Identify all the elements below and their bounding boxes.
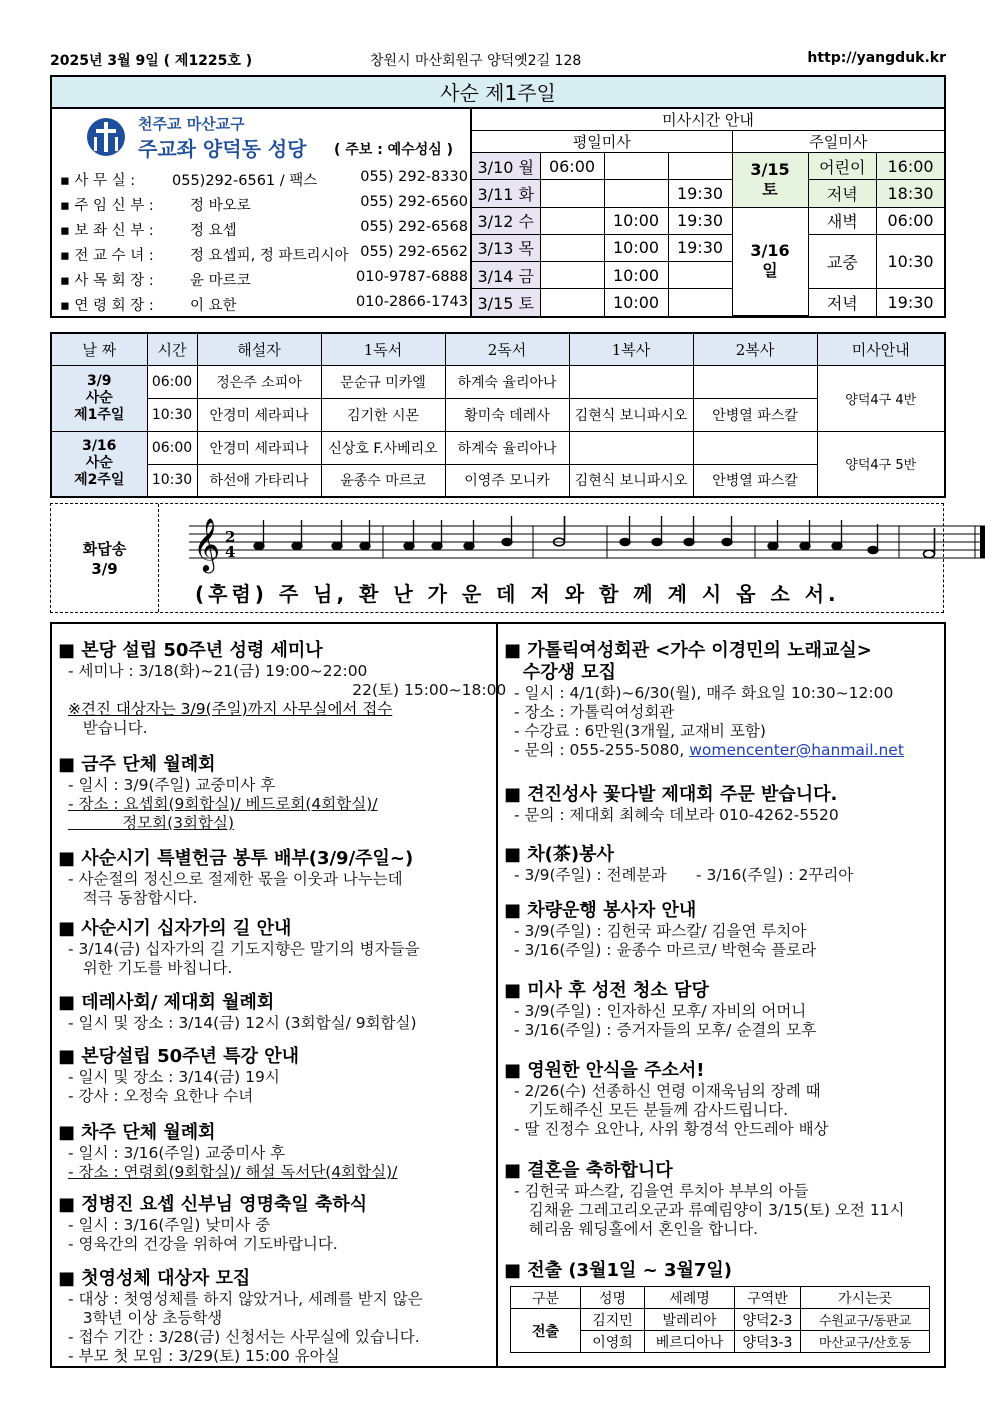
mass-times-table: 미사시간 안내 평일미사 주일미사 3/10 월 06:00 3/15 토 어린이 16:00 3/11 화 19:30 저녁 18:30 3/12 수 10:00 19:30 3/16 일 새벽 06:00 3/13 목 10:00 19:30 교중 10:30 3/14 금 10:00 3/15 토 10:00 저녁 19:30 — [472, 109, 944, 316]
mass-times-title: 미사시간 안내 — [472, 109, 944, 131]
schedule-date: 3/9 사순 제1주일 — [51, 365, 147, 431]
music-staff-icon — [189, 512, 989, 574]
table-row: 이영희 베르디아나 양덕3-3 마산교구/산호동 — [511, 1331, 930, 1353]
announcement: ■ 차(茶)봉사 - 3/9(주일) : 전례분과 - 3/16(주일) : 2꾸리아 — [504, 844, 854, 884]
psalm-label: 화답송 3/9 — [51, 504, 159, 612]
email-link[interactable]: womencenter@hanmail.net — [689, 741, 904, 759]
contact-row: ▪ 연 령 회 장 : 이 요한 010-2866-1743 — [60, 294, 468, 314]
table-row: 3/16 사순 제2주일 06:00 안경미 세라피나 신상호 F.사베리오 하계숙 율리아나 양덕4구 5반 — [51, 431, 945, 464]
announcement: ■ 영원한 안식을 주소서! - 2/26(수) 선종하신 연령 이재욱님의 장례 때 기도해주신 모든 분들께 감사드립니다. - 딸 진정수 요안나, 사위 황경석 안드레아 배상 — [504, 1060, 829, 1138]
issue-line — [50, 50, 946, 70]
announcement: ■ 첫영성체 대상자 모집 - 대상 : 첫영성체를 하지 않았거나, 세례를 받지 않은 3학년 이상 초등학생 - 접수 기간 : 3/28(금) 신청서는 사무실에 있습니다. - 부모 첫 모임 : 3/29(토) 15:00 유아실 — [58, 1268, 423, 1365]
svg-text:2: 2 — [225, 528, 236, 546]
mass-times — [472, 109, 944, 316]
table-row: 3/9 사순 제1주일 06:00 정은주 소피아 문순규 미카엘 하계숙 율리아나 양덕4구 4반 — [51, 365, 945, 398]
announcement: ■ 차주 단체 월례회 - 일시 : 3/16(주일) 교중미사 후 - 장소 : 연령회(9회합실)/ 해설 독서단(4회합실)/ — [58, 1122, 398, 1181]
table-row: 10:30 안경미 세라피나 김기한 시몬 황미숙 데레사 김현식 보니파시오 안병열 파스칼 — [51, 398, 945, 431]
parish-name: 주교좌 양덕동 성당 — [138, 137, 307, 161]
announcement: ■ 결혼을 축하합니다 - 김헌국 파스칼, 김을연 루치아 부부의 아들 김채윤 그레고리오군과 류예림양이 3/15(토) 오전 11시 헤리움 웨딩홀에서 혼인을 합니다. — [504, 1160, 905, 1238]
liturgy-schedule-table: 날 짜 시간 해설자 1독서 2독서 1복사 2복사 미사안내 3/9 사순 제1주일 06:00 정은주 소피아 문순규 미카엘 하계숙 율리아나 양덕4구 4반 10:30 안경미 세라피나 김기한 시몬 황미숙 데레사 김현식 보니파시오 안병열 파스칼 3/16 사순 제2주일 06:00 안경미 세라피나 신상호 F.사베리오 하계숙 율리아나 양덕4구 5반 10:30 하선애 가타리나 윤종수 마르코 이영주 모니카 김현식 보니파시오 안병열 파스칼 — [50, 332, 946, 498]
announcement: ■ 미사 후 성전 청소 담당 - 3/9(주일) : 인자하신 모후/ 자비의 어머니 - 3/16(주일) : 증거자들의 모후/ 순결의 모후 — [504, 980, 817, 1039]
issue-date: 2025년 3월 9일 ( 제1225호 ) — [50, 53, 253, 69]
weekday-mass-title: 평일미사 — [472, 131, 732, 153]
announcement: ■ 정병진 요셉 신부님 영명축일 축하식 - 일시 : 3/16(주일) 낮미사 중 - 영육간의 건강을 위하여 기도바랍니다. — [58, 1194, 368, 1253]
transfer-table: 구분 성명 세례명 구역반 가시는곳 전출 김지민 발레리아 양덕2-3 수원교구/동판교 이영희 베르디아나 양덕3-3 마산교구/산호동 — [510, 1286, 930, 1353]
patron-saint: ( 주보 : 예수성심 ) — [334, 142, 454, 158]
psalm-lyrics: (후렴) 주 님, 환 난 가 운 데 저 와 함 께 계 시 옵 소 서. — [195, 582, 840, 606]
column-divider — [496, 624, 498, 1366]
table-row: 전출 김지민 발레리아 양덕2-3 수원교구/동판교 — [511, 1309, 930, 1331]
announcement-transfer: ■ 전출 (3월1일 ~ 3월7일) 구분 성명 세례명 구역반 가시는곳 전출 김지민 발레리아 양덕2-3 수원교구/동판교 이영희 베르디아나 양덕3-3 마산교구/산호동 — [504, 1260, 942, 1353]
svg-text:4: 4 — [225, 543, 236, 561]
announcement: ■ 사순시기 특별헌금 봉투 배부(3/9/주일~) - 사순절의 정신으로 절제한 몫을 이웃과 나누는데 적극 동참합시다. — [58, 848, 414, 907]
saturday-label: 3/15 토 — [732, 153, 808, 208]
contact-row: ▪ 보 좌 신 부 : 정 요셉 055) 292-6568 — [60, 219, 468, 239]
announcement: ■ 견진성사 꽃다발 제대회 주문 받습니다. - 문의 : 제대회 최혜숙 데보라 010-4262-5520 — [504, 784, 839, 824]
parish-logo-icon — [86, 117, 126, 157]
announcement: ■ 사순시기 십자가의 길 안내 - 3/14(금) 십자가의 길 기도지향은 말기의 병자들을 위한 기도를 바칩니다. — [58, 918, 420, 977]
responsorial-psalm — [50, 503, 944, 613]
contact-row: ▪ 사 목 회 장 : 윤 마르코 010-9787-6888 — [60, 269, 468, 289]
sunday-label: 3/16 일 — [732, 207, 808, 316]
svg-text:𝄞: 𝄞 — [193, 517, 221, 571]
week-title: 사순 제1주일 — [52, 77, 944, 109]
schedule-date: 3/16 사순 제2주일 — [51, 431, 147, 497]
announcement: ■ 차량운행 봉사자 안내 - 3/9(주일) : 김헌국 파스칼/ 김을연 루치아 - 3/16(주일) : 윤종수 마르코/ 박현숙 플로라 — [504, 900, 817, 959]
liturgy-schedule — [50, 332, 946, 498]
contact-row: ▪ 전 교 수 녀 : 정 요셉피, 정 파트리시아 055) 292-6562 — [60, 244, 468, 264]
contact-row: ▪ 사 무 실 : 055)292-6561 / 팩스 055) 292-8330 — [60, 169, 468, 189]
announcement: ■ 본당설립 50주년 특강 안내 - 일시 및 장소 : 3/14(금) 19시 - 강사 : 오정숙 요한나 수녀 — [58, 1046, 300, 1105]
table-row: 10:30 하선애 가타리나 윤종수 마르코 이영주 모니카 김현식 보니파시오 안병열 파스칼 — [51, 464, 945, 497]
parish-address: 창원시 마산회원구 양덕옛2길 128 — [370, 53, 582, 69]
sunday-mass-title: 주일미사 — [732, 131, 944, 153]
parish-info — [52, 109, 472, 316]
announcement: ■ 데레사회/ 제대회 월례회 - 일시 및 장소 : 3/14(금) 12시 (3회합실/ 9회합실) — [58, 992, 417, 1032]
contact-row: ▪ 주 임 신 부 : 정 바오로 055) 292-6560 — [60, 194, 468, 214]
announcement: ■ 금주 단체 월례회 - 일시 : 3/9(주일) 교중미사 후 - 장소 : 요셉회(9회합실)/ 베드로회(4회합실)/ 정모회(3회합실) — [58, 754, 378, 832]
header-box — [50, 75, 946, 318]
announcement: ■ 가톨릭여성회관 <가수 이경민의 노래교실> 수강생 모집 - 일시 : 4/1(화)~6/30(월), 매주 화요일 10:30~12:00 - 장소 : 가톨릭여성회관 - 수강료 : 6만원(3개월, 교재비 포함) - 문의 : 055-255-5080, womencenter@hanmail.net — [504, 640, 904, 759]
diocese-name: 천주교 마산교구 — [138, 115, 245, 133]
announcements — [50, 622, 946, 1368]
announcement: ■ 본당 설립 50주년 성령 세미나 - 세미나 : 3/18(화)~21(금) 19:00~22:00 22(토) 15:00~18:00 ※견진 대상자는 3/9(주일)까지 사무실에서 접수 받습니다. — [58, 640, 507, 737]
website-link[interactable]: http://yangduk.kr — [807, 50, 946, 66]
